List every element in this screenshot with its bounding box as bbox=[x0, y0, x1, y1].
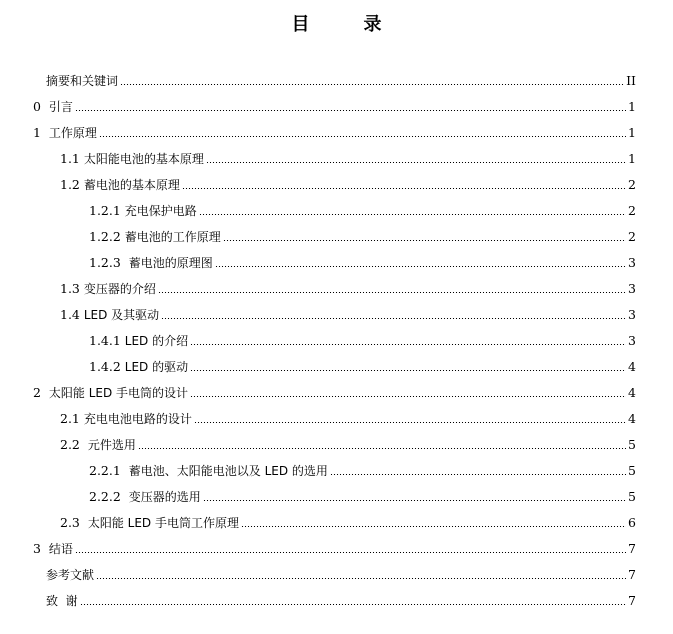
toc-dot-leader bbox=[190, 344, 626, 345]
toc-entry[interactable] bbox=[0, 379, 673, 405]
table-of-contents bbox=[0, 67, 673, 613]
toc-entry-label: LED 的介绍 bbox=[124, 333, 189, 348]
toc-entry-number: 0 bbox=[33, 98, 49, 114]
toc-entry-label: 太阳能电池的基本原理 bbox=[83, 151, 204, 166]
toc-entry-page-number: 2 bbox=[628, 176, 636, 192]
toc-entry-number: 1.3 bbox=[60, 280, 84, 296]
toc-entry[interactable] bbox=[0, 93, 673, 119]
toc-entry[interactable] bbox=[0, 457, 673, 483]
toc-entry-label: 元件选用 bbox=[87, 437, 136, 452]
toc-entry-number: 1.4.2 bbox=[89, 358, 125, 374]
toc-entry-label: 太阳能 LED 手电筒的设计 bbox=[48, 385, 189, 400]
toc-entry-number: 3 bbox=[33, 540, 49, 556]
toc-entry-page-number: 7 bbox=[628, 566, 636, 582]
toc-entry-page-number: II bbox=[626, 72, 636, 88]
toc-entry-number: 2.2 bbox=[60, 436, 88, 452]
toc-entry-page-number: 3 bbox=[628, 280, 636, 296]
toc-entry-number: 1.2.1 bbox=[89, 202, 125, 218]
toc-entry-page-number: 3 bbox=[628, 332, 636, 348]
toc-title: 目 录 bbox=[291, 14, 400, 35]
toc-dot-leader bbox=[138, 448, 626, 449]
toc-entry[interactable] bbox=[0, 119, 673, 145]
toc-entry-page-number: 7 bbox=[628, 592, 636, 608]
toc-entry-page-number: 4 bbox=[628, 358, 636, 374]
toc-dot-leader bbox=[80, 604, 626, 605]
toc-entry[interactable] bbox=[0, 197, 673, 223]
toc-dot-leader bbox=[194, 422, 626, 423]
toc-entry[interactable] bbox=[0, 535, 673, 561]
toc-entry-page-number: 7 bbox=[628, 540, 636, 556]
toc-entry-label: 摘要和关键词 bbox=[46, 73, 119, 88]
toc-entry[interactable] bbox=[0, 171, 673, 197]
toc-entry-page-number: 3 bbox=[628, 306, 636, 322]
toc-entry-label: LED 的驱动 bbox=[124, 359, 189, 374]
toc-entry-page-number: 2 bbox=[628, 202, 636, 218]
toc-entry-number: 2 bbox=[33, 384, 49, 400]
toc-entry-page-number: 6 bbox=[628, 514, 636, 530]
toc-entry-label: 引言 bbox=[48, 99, 73, 114]
toc-entry-number: 1.2.3 bbox=[89, 254, 129, 270]
toc-entry[interactable] bbox=[0, 145, 673, 171]
toc-dot-leader bbox=[203, 500, 626, 501]
toc-entry-label: 致 谢 bbox=[46, 593, 78, 608]
toc-entry-number: 1.1 bbox=[60, 150, 84, 166]
toc-entry-label: LED 及其驱动 bbox=[83, 307, 160, 322]
toc-entry-page-number: 5 bbox=[628, 488, 636, 504]
toc-entry-page-number: 4 bbox=[628, 384, 636, 400]
toc-entry[interactable] bbox=[0, 223, 673, 249]
toc-dot-leader bbox=[206, 162, 626, 163]
toc-entry-label: 变压器的介绍 bbox=[83, 281, 156, 296]
toc-dot-leader bbox=[199, 214, 626, 215]
toc-dot-leader bbox=[75, 552, 626, 553]
toc-dot-leader bbox=[241, 526, 626, 527]
toc-entry-page-number: 3 bbox=[628, 254, 636, 270]
toc-entry-number: 2.3 bbox=[60, 514, 88, 530]
toc-entry[interactable] bbox=[0, 249, 673, 275]
toc-entry-number: 2.2.2 bbox=[89, 488, 129, 504]
toc-dot-leader bbox=[158, 292, 626, 293]
toc-dot-leader bbox=[223, 240, 626, 241]
toc-entry-label: 蓄电池的原理图 bbox=[128, 255, 213, 270]
toc-entry[interactable] bbox=[0, 405, 673, 431]
toc-entry-label: 结语 bbox=[48, 541, 73, 556]
toc-dot-leader bbox=[99, 136, 626, 137]
toc-entry[interactable] bbox=[0, 275, 673, 301]
toc-dot-leader bbox=[330, 474, 626, 475]
toc-entry-label: 太阳能 LED 手电筒工作原理 bbox=[87, 515, 239, 530]
toc-entry-page-number: 1 bbox=[628, 124, 636, 140]
toc-entry-number: 1.4 bbox=[60, 306, 84, 322]
toc-entry-number: 1.4.1 bbox=[89, 332, 125, 348]
toc-entry-label: 参考文献 bbox=[46, 567, 95, 582]
toc-entry-label: 充电保护电路 bbox=[124, 203, 197, 218]
toc-dot-leader bbox=[96, 578, 626, 579]
toc-entry[interactable] bbox=[0, 67, 673, 93]
toc-entry[interactable] bbox=[0, 301, 673, 327]
toc-dot-leader bbox=[161, 318, 626, 319]
toc-entry-label: 蓄电池的基本原理 bbox=[83, 177, 180, 192]
toc-entry[interactable] bbox=[0, 587, 673, 613]
toc-entry-number: 1.2.2 bbox=[89, 228, 125, 244]
toc-entry-page-number: 1 bbox=[628, 150, 636, 166]
toc-entry-page-number: 1 bbox=[628, 98, 636, 114]
toc-entry-page-number: 4 bbox=[628, 410, 636, 426]
toc-entry[interactable] bbox=[0, 431, 673, 457]
toc-entry-page-number: 5 bbox=[628, 436, 636, 452]
toc-entry[interactable] bbox=[0, 561, 673, 587]
toc-entry[interactable] bbox=[0, 483, 673, 509]
toc-entry[interactable] bbox=[0, 327, 673, 353]
toc-entry-label: 蓄电池的工作原理 bbox=[124, 229, 221, 244]
toc-entry-label: 蓄电池、太阳能电池以及 LED 的选用 bbox=[128, 463, 328, 478]
toc-entry-number: 2.2.1 bbox=[89, 462, 129, 478]
toc-entry-number: 1 bbox=[33, 124, 49, 140]
toc-entry-number: 1.2 bbox=[60, 176, 84, 192]
toc-dot-leader bbox=[75, 110, 626, 111]
toc-entry-number: 2.1 bbox=[60, 410, 84, 426]
toc-entry[interactable] bbox=[0, 509, 673, 535]
toc-dot-leader bbox=[190, 396, 626, 397]
toc-dot-leader bbox=[182, 188, 626, 189]
toc-entry-label: 工作原理 bbox=[48, 125, 97, 140]
toc-dot-leader bbox=[215, 266, 626, 267]
toc-entry[interactable] bbox=[0, 353, 673, 379]
toc-entry-label: 变压器的选用 bbox=[128, 489, 201, 504]
toc-entry-page-number: 5 bbox=[628, 462, 636, 478]
toc-dot-leader bbox=[120, 84, 624, 85]
toc-dot-leader bbox=[190, 370, 626, 371]
toc-entry-page-number: 2 bbox=[628, 228, 636, 244]
toc-entry-label: 充电电池电路的设计 bbox=[83, 411, 192, 426]
